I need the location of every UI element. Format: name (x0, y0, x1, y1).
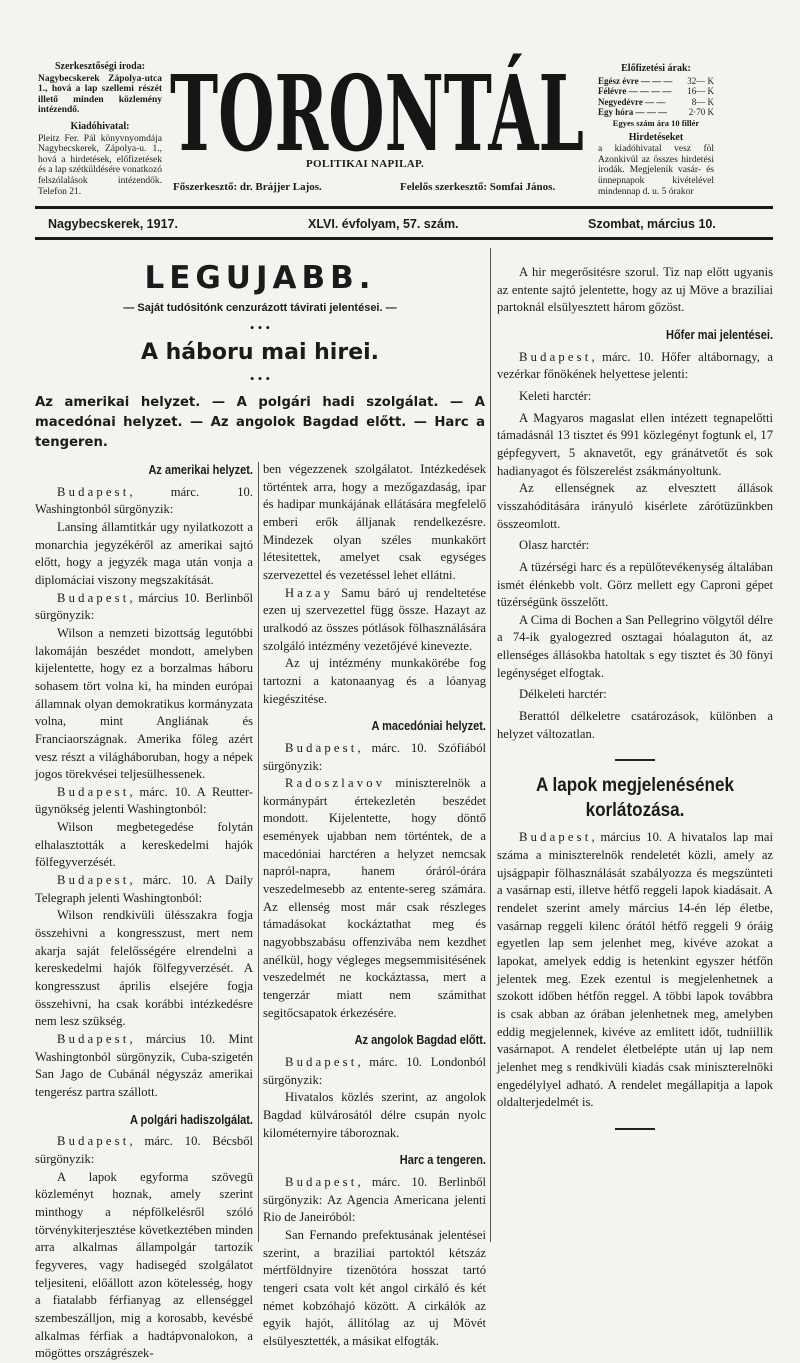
paragraph-text: Wilson a nemzeti bizottság legutóbbi lakomáján beszédet mondott, amelyben kijelentette, hogy ez a borzalmas háboru sohasem tört volna ki, ha minden európai államnak olyan demokratikus kormányzata volna, mint Angliának és Franciaországnak. Amerika főleg azért vesz részt a világháboruban, hogy a népek jogos törekvései teljesülhessenek. (35, 625, 253, 782)
article-paragraph (497, 349, 773, 384)
article-paragraph (497, 410, 773, 481)
article-paragraph (35, 519, 253, 590)
article-paragraph (35, 590, 253, 625)
paragraph-text: Hivatalos közlés szerint, az angolok Bagdad külvárosától délre csupán nyolc kilométernyire táboroznak. (263, 1090, 486, 1140)
dateline-lead: Budapest (285, 1055, 358, 1069)
section-subtitle: — Saját tudósitónk cenzurázott távirati jelentései. — (123, 302, 397, 314)
subscription-price: 2·70 K (688, 107, 714, 118)
subscription-heading: Előfizetési árak: (621, 63, 691, 74)
paragraph-text: Az uj intézmény munkakörébe fog tartozni a katonaanyag és a lóanyag kiegészitése. (263, 656, 486, 706)
paragraph-text: A Cima di Bochen a San Pellegrino völgytől délre a 74-ik gyalogezred osztagai hóalaguton át, az ellenséges állásokba hatoltak s egy tisztet és 30 fönyi legénységet elfogtak. (497, 612, 773, 680)
responsible-editor: Felelős szerkesztő: Somfai János. (400, 181, 556, 193)
article-paragraph (263, 1174, 486, 1227)
paragraph-text: Az ellenségnek az elvesztett állások visszahóditására irányuló kisérlete zárótüzünkben összeomlott. (497, 481, 773, 531)
dateline-lead: Budapest (285, 1174, 358, 1189)
subscription-period: Egy hóra — — — (598, 107, 668, 118)
place-and-year: Nagybecskerek, 1917. (48, 217, 178, 231)
dateline-lead: Budapest (57, 873, 130, 888)
dateline-lead: Budapest (57, 784, 130, 799)
editorial-office-box (38, 60, 162, 197)
paragraph-text: A lapok egyforma szövegü közleményt hoznak, amely szerint minthogy a népfölkelésről szóló törvénykiterjesztése következtében minden arra alkalmas állampolgár tartozik fegyveres, vagy hadisegéd szolgálatot teljesiteni, előállott azon kötelesség, hogy a fiatalabb férfianyag az ellenséggel szembeszálljon, mig a korosabb, kevésbé alkalmas férfiak a hadtápvonalokon, a mögöttes országrészek- (35, 1169, 253, 1361)
paragraph-text: A hir megerősitésre szorul. Tiz nap előtt ugyanis az entente sajtó jelentette, hogy az uj Möve a braziliai partoknál elsülyesztett három gőzöst. (497, 265, 773, 315)
article-paragraph (35, 625, 253, 784)
subscription-row (598, 76, 714, 87)
article-paragraph (35, 484, 253, 519)
issue-date: Szombat, március 10. (588, 217, 716, 231)
subscription-price: 8— K (691, 96, 714, 107)
article-paragraph (497, 612, 773, 683)
article-paragraph (497, 829, 773, 1112)
column-divider (258, 462, 259, 1242)
column-divider (490, 248, 491, 1242)
paragraph-text: , márc. 10. Hőfer altábornagy, a vezérkar főnökének helyettese jelenti: (497, 349, 773, 382)
ads-heading: Hirdetéseket (628, 131, 684, 143)
paragraph-text: , márc. 10. Washingtonból sürgönyzik: (35, 484, 253, 517)
article-paragraph (35, 1133, 253, 1168)
dateline-lead: Budapest (57, 1032, 130, 1046)
article-paragraph (263, 775, 486, 1022)
subscription-box (598, 62, 714, 197)
article-column-2 (263, 461, 486, 1351)
paragraph-text: , március 10. A hivatalos lap mai száma a miniszterelnök rendeletét közli, amely az ujságpapir fölhasználását szabályozza és megszünteti a vasárnap esti, illetve hétfő reggeli lapok kiadásait. A rendelet szerint amely március 14-én lép életbe, vasárnap reggeli kilenc órától hétfő reggeli 9 óráig egyetlen lap sem jelenhet meg, kivéve azokat a lapokat, amelyek eddig is hetenkint egyszer hétfőn jelentek meg. Ezek ezentul is megjelenhetnek a szokott időben hétfőn reggel. A többi lapok továbbra is csak abban az órában jelenhetnek meg, amelyben eddig megjelennek, kivéve az emlitett időt, tudniillik vasárnapot. A rendelet életbelépte után uj lap nem jelenhet meg s rendkivüli kiadás csak miniszterelnöki engedélylyel adható. A rendelet megállapitja a lapok oldalterjedelmét is. (497, 830, 773, 1110)
article-paragraph (497, 388, 773, 406)
article-heading: A lapok megjelenésének korlátozása. (535, 775, 734, 822)
dateline-lead: Budapest (57, 1134, 130, 1149)
article-heading: Az amerikai helyzet. (148, 463, 253, 477)
article-paragraph (263, 1089, 486, 1142)
article-paragraph (497, 480, 773, 533)
paragraph-text: ben végezzenek szolgálatot. Intézkedések történtek arra, hogy a mezőgazdaság, ipar és hadipar munkájának ellátására megfelelő emberi erők álljanak rendelkezésre. Mindezek olyan széles munkakört létesitettek, amelyet csak egységes szervezettel és vezetéssel lehet ellátni. (263, 462, 486, 582)
subscription-period: Félévre — — — — (598, 86, 672, 97)
dateline-lead: Hazay (285, 585, 334, 600)
subscription-row (598, 86, 714, 97)
paragraph-text: , márc. 10. A Reutter-ügynökség jelenti Washingtonból: (35, 784, 253, 817)
newspaper-title: TORONTÁL (170, 52, 584, 158)
headline-summary: Az amerikai helyzet. — A polgári hadi szolgálat. — A macedónai helyzet. — Az angolok Bagdad előtt. — Harc a tengeren. (35, 395, 485, 450)
dateline-lead: Budapest (519, 830, 592, 845)
article-heading: Az angolok Bagdad előtt. (354, 1033, 486, 1048)
article-heading: Hőfer mai jelentései. (666, 327, 773, 342)
article-column-3 (497, 264, 773, 1140)
subscription-price-list (598, 76, 714, 118)
subscription-price: 32— K (687, 75, 714, 86)
dateline-lead: Budapest (57, 590, 130, 605)
paragraph-text: , márc. 10. A Daily Telegraph jelenti Washingtonból: (35, 873, 253, 905)
editor-in-chief: Főszerkesztő: dr. Brájjer Lajos. (173, 181, 322, 193)
article-paragraph (497, 559, 773, 612)
paragraph-text: Olasz harctér: (519, 538, 590, 553)
editorial-office-text: Nagybecskerek Zápolya-utca 1., hová a lap szellemi részét illető minden közlemény intézendő. (38, 73, 162, 116)
subscription-period: Egész évre — — — (598, 75, 673, 86)
article-paragraph (35, 819, 253, 872)
article-heading: A polgári hadiszolgálat. (129, 1112, 253, 1127)
paragraph-text: miniszterelnök a kormánypárt értekezletén beszédet mondott. Kijelentette, hogy döntő események ujabban nem történtek, de a macedóniai harctéren a helyzet nemcsak napról-napra, hanem óráról-órára veszedelmesebb az entente-sereg számára. Az ellenség most már csak részleges támadásokat kockáztathat meg és nagyobbszabásu offenzivába nem kezdhet anélkül, hogy végleges megsemmisitésének veszedelmét ne kockáztassa, mert a tengerzár miatt nem számithat segitőcsapatok érkezésére. (263, 776, 486, 1020)
ornament-dots: • • • (249, 320, 271, 335)
publishing-office-text: Pleitz Fer. Pál könyvnyomdája Nagybecskerek, Zápolya-u. 1., hová a hirdetések, előfizetések és a lap szétküldésére vonatkozó felszólalások intézendők. Telefon 21. (38, 133, 162, 197)
section-title: LEGUJABB. (144, 260, 376, 296)
article-paragraph (497, 686, 773, 704)
paragraph-text: Lansing államtitkár ugy nyilatkozott a monarchia jegyzékéről az amerikai sajtó előtt, hogy a jegyzék maga után vonja a diplomáciai viszony megszakítását. (35, 519, 253, 587)
paragraph-text: A Magyaros magaslat ellen intézett tegnapelőtti támadásnál 13 tisztet és 991 közlegényt fogtunk el, 17 gépfegyvert, 5 aknavetőt, egy gránátvetőt és sok hadianyagot és fölszerelést zsákmányoltunk. (497, 410, 773, 478)
article-heading: Harc a tengeren. (399, 1153, 486, 1168)
paragraph-text: Berattól délkeletre csatározások, különben a helyzet változatlan. (497, 709, 773, 741)
article-paragraph (497, 708, 773, 743)
article-paragraph (263, 740, 486, 775)
paragraph-text: Délkeleti harctér: (519, 687, 607, 702)
subscription-price: 16— K (687, 86, 714, 97)
main-headline: A háboru mai hirei. (140, 340, 380, 365)
section-separator (615, 1128, 655, 1130)
paragraph-text: Samu báró uj rendeltetése ezen uj szervezettel függ össze. Hazayt az uralkodó az összes pótlások fölhasználására szolgáló intézmény vezetőjévé kinevezte. (263, 585, 486, 653)
masthead-rule (35, 206, 773, 209)
publishing-office-heading: Kiadóhivatal: (70, 120, 130, 132)
dateline-lead: Budapest (519, 349, 592, 364)
paragraph-text: Wilson rendkivüli ülésszakra fogja összehivni a kongresszust, mert nem akarja saját felelősségére elrendelni a kereskedelmi hajók fölfegyverzését. A kongresszust április elsejére fogja összehivni, ha csak korábbi intézkedésre nem lesz szükség. (35, 908, 253, 1029)
article-paragraph (35, 784, 253, 819)
dateline-lead: Budapest (57, 484, 130, 499)
subscription-row (598, 107, 714, 118)
dateline-rule (35, 237, 773, 240)
dateline-lead: Budapest (285, 740, 358, 755)
subscription-row (598, 97, 714, 108)
paragraph-text: San Fernando prefektusának jelentései szerint, a braziliai partoktól kétszáz mértföldnyire tizenötóra hosszat tartó tengeri csata volt két angol cirkáló és két német kobzóhajó között. A cirkálók az egyik hajót, állitólag az uj Mövét elsülyesztették, a másikat elfogták. (263, 1227, 486, 1348)
paragraph-text: A tüzérségi harc és a repülőtevékenység általában ismét élénkebb volt. Görz mellett egy Caproni gépet tüzérségünk összelőtt. (497, 559, 773, 610)
article-column-1 (35, 452, 253, 1363)
section-separator (615, 759, 655, 761)
paragraph-text: Keleti harctér: (519, 388, 592, 403)
subscription-period: Negyedévre — — (598, 96, 666, 107)
article-paragraph (263, 655, 486, 708)
article-paragraph (263, 1227, 486, 1351)
dateline-lead: Radoszlavov (285, 776, 386, 791)
volume-and-issue: XLVI. évfolyam, 57. szám. (308, 217, 459, 231)
lead-section (35, 258, 485, 453)
single-issue-price: Egyes szám ára 10 fillér (612, 117, 700, 128)
article-paragraph (35, 1031, 253, 1102)
ads-text: a kiadóhivatal vesz föl Azonkivül az összes hirdetési irodák. Megjelenik vasár- és ünnepnapok kivételével mindennap d. u. 5 órakor (598, 144, 714, 197)
article-paragraph (497, 537, 773, 555)
article-paragraph (35, 907, 253, 1031)
article-paragraph (263, 585, 486, 656)
article-paragraph (263, 461, 486, 585)
article-paragraph (497, 264, 773, 317)
paragraph-text: , márc. 10. Berlinből sürgönyzik: Az Agencia Americana jelenti Rio de Janeiróból: (263, 1174, 486, 1225)
paragraph-text: , március 10. Mint Washingtonból sürgönyzik, Cuba-szigetén San Jago de Cubánál négyszáz amerikai tengerész partra szállott. (35, 1032, 253, 1099)
article-paragraph (35, 872, 253, 907)
paragraph-text: , márc. 10. Szófiából sürgönyzik: (263, 740, 486, 773)
ornament-dots: • • • (249, 371, 271, 386)
article-paragraph (35, 1169, 253, 1363)
editorial-office-heading: Szerkesztőségi iroda: (54, 61, 146, 72)
paragraph-text: , március 10. Berlinből sürgönyzik: (35, 590, 253, 623)
newspaper-title-logo (168, 40, 588, 158)
paragraph-text: , márc. 10. Bécsből sürgönyzik: (35, 1134, 253, 1166)
newspaper-subtitle: POLITIKAI NAPILAP. (306, 158, 425, 170)
article-heading: A macedóniai helyzet. (371, 719, 486, 734)
paragraph-text: , márc. 10. Londonból sürgönyzik: (263, 1055, 486, 1087)
paragraph-text: Wilson megbetegedése folytán elhalasztották a kereskedelmi hajók fölfegyverzését. (35, 820, 253, 870)
article-paragraph (263, 1054, 486, 1089)
